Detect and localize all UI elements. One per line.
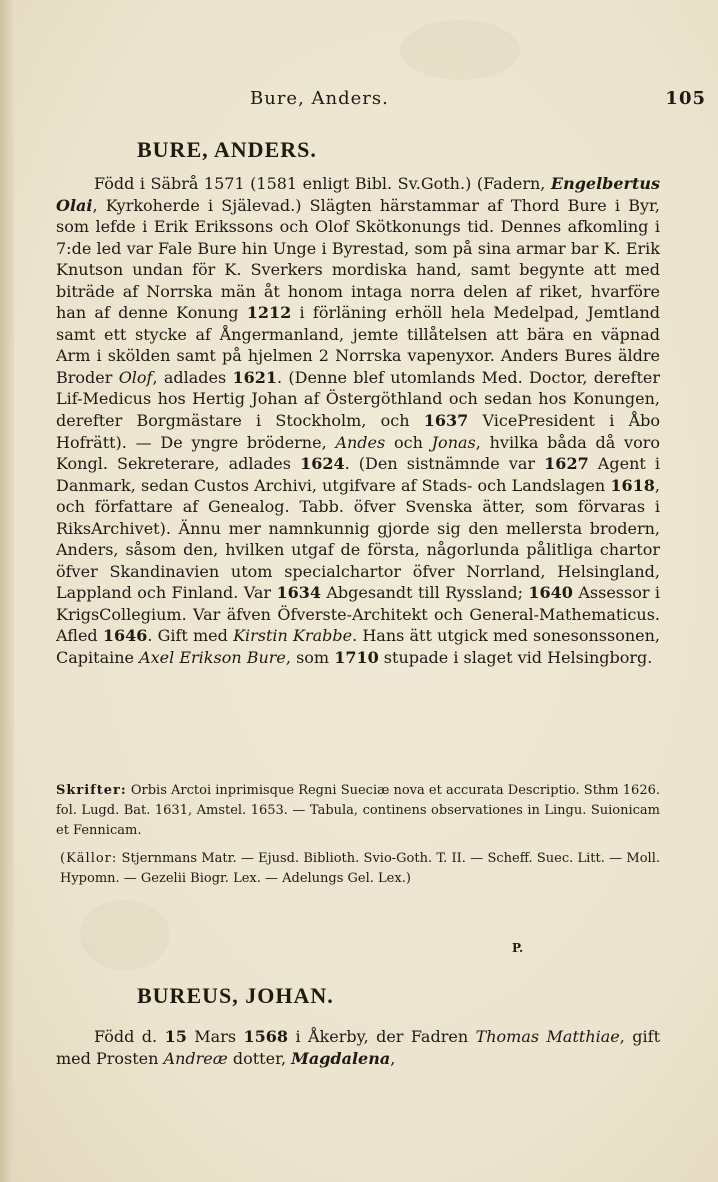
year: 1624 (300, 454, 345, 474)
paper-stain (80, 900, 170, 970)
sources-section (56, 781, 660, 841)
references-section (60, 849, 660, 889)
text-run: , som (285, 648, 335, 668)
text-run: , adlades (152, 367, 233, 387)
running-head (250, 88, 710, 118)
text-run: Född d. (94, 1027, 165, 1046)
text-run: , (390, 1049, 396, 1068)
person-name: Jonas (431, 432, 476, 452)
year: 1710 (334, 648, 379, 668)
text-run: VicePresident i Åbo Hofrätt). — De yngre bröderne, (56, 411, 660, 452)
author-signature: P. (512, 941, 524, 955)
person-name: Magdalena (291, 1049, 391, 1068)
year: 1640 (528, 583, 573, 603)
text-run: . (Den sistnämnde var (344, 454, 545, 474)
text-run: , och författare af Genealog. Tabb. öfver Svenska ätter, som förvaras i RiksArchivet). Ännu mer namnkunnig gjorde sig den mellersta brodern, Anders, såsom den, hvilken utgaf de första, någorlunda pålitliga chartor öfver Skandinavien utom specialchartor öfver Norrland, Helsingland, Lappland och Finland. Var (56, 475, 660, 603)
person-name: Engelbertus Olai (56, 174, 660, 215)
year: 1568 (243, 1027, 289, 1046)
text-run: , gift med Prosten (56, 1027, 660, 1068)
person-name: Axel Erikson Bure (139, 648, 286, 668)
text-run: , Kyrkoherde i Själevad.) Slägten härstammar af Thord Bure i Byr, som lefde i Erik Erikssons och Olof Skötkonungs tid. Dennes afkomling i 7:de led var Fale Bure hin Unge i Byrestad, som på sina armar bar K. Erik Knutson undan för K. Sverkers mordiska hand, samt begynte att med biträde af Norrska män åt honom intaga norra delen af riket, hvarföre han af denne Konung (56, 195, 660, 323)
person-name: Andreæ (163, 1049, 228, 1068)
references-label: (Källor: (60, 851, 118, 866)
text-run: dotter, (227, 1049, 292, 1068)
text-run: , hvilka båda då voro Kongl. Sekreterare, adlades (56, 432, 660, 474)
page-binding-edge (0, 0, 14, 1182)
text-run: . Hans ätt utgick med sonesonssonen, Capitaine (56, 626, 661, 668)
entry-title-bure-anders: BURE, ANDERS. (137, 137, 317, 162)
year: 1637 (423, 411, 469, 431)
text-run: stupade i slaget vid Helsingborg. (378, 648, 653, 668)
references-text: Stjernmans Matr. — Ejusd. Biblioth. Svio-Goth. T. II. — Scheff. Suec. Litt. — Moll. Hypomn. — Gezelii Biogr. Lex. — Adelungs Gel. Lex.) (60, 851, 660, 886)
text-run: och (385, 432, 432, 452)
text-run: . (Denne blef utomlands Med. Doctor, derefter Lif-Medicus hos Hertig Johan af Östergöthland och sedan hos Konungen, derefter Borgmästare i Stockholm, och (56, 367, 661, 431)
page-number: 105 (665, 88, 706, 109)
person-name: Thomas Matthiae (475, 1027, 620, 1046)
day: 15 (164, 1027, 187, 1046)
text-run: i Åkerby, der Fadren (288, 1027, 476, 1046)
text-run: Mars (186, 1027, 244, 1046)
sources-label: Skrifter: (56, 783, 127, 798)
year: 1634 (276, 583, 321, 603)
text-run: Agent i Danmark, sedan Custos Archivi, utgifvare af Stads- och Landslagen (56, 454, 661, 495)
text-run: Assessor i KrigsCollegium. Var äfven Öfverste-Architekt och General-Mathematicus. Afled (56, 583, 660, 646)
year: 1212 (246, 303, 292, 323)
text-run: Född i Säbrå 1571 (1581 enligt Bibl. Sv.Goth.) (Fadern, (94, 174, 551, 193)
year: 1621 (232, 367, 278, 387)
running-head-title: Bure, Anders. (250, 88, 389, 109)
entry-title-bureus-johan: BUREUS, JOHAN. (137, 983, 334, 1008)
text-run: . Gift med (147, 626, 234, 646)
sources-text: Orbis Arctoi inprimisque Regni Sueciæ nova et accurata Descriptio. Sthm 1626. fol. Lugd. Bat. 1631, Amstel. 1653. — Tabula, continens observationes in Lingu. Suionicam et Fennicam. (56, 783, 660, 838)
year: 1646 (102, 626, 148, 646)
year: 1618 (610, 475, 655, 495)
person-name: Andes (335, 432, 386, 452)
entry-body-bure-anders (56, 173, 660, 669)
text-run: i förläning erhöll hela Medelpad, Jemtland samt ett stycke af Ångermanland, jemte tillåtelsen att bära en väpnad Arm i skölden samt på hjelmen 2 Norrska vapenyxor. Anders Bures äldre Broder (56, 303, 661, 387)
entry-body-bureus-johan (56, 1026, 660, 1070)
paper-stain (400, 20, 520, 80)
person-name: Olof (118, 367, 153, 387)
year: 1627 (544, 454, 589, 474)
person-name: Kirstin Krabbe (233, 626, 353, 646)
text-run: Abgesandt till Ryssland; (320, 583, 529, 603)
